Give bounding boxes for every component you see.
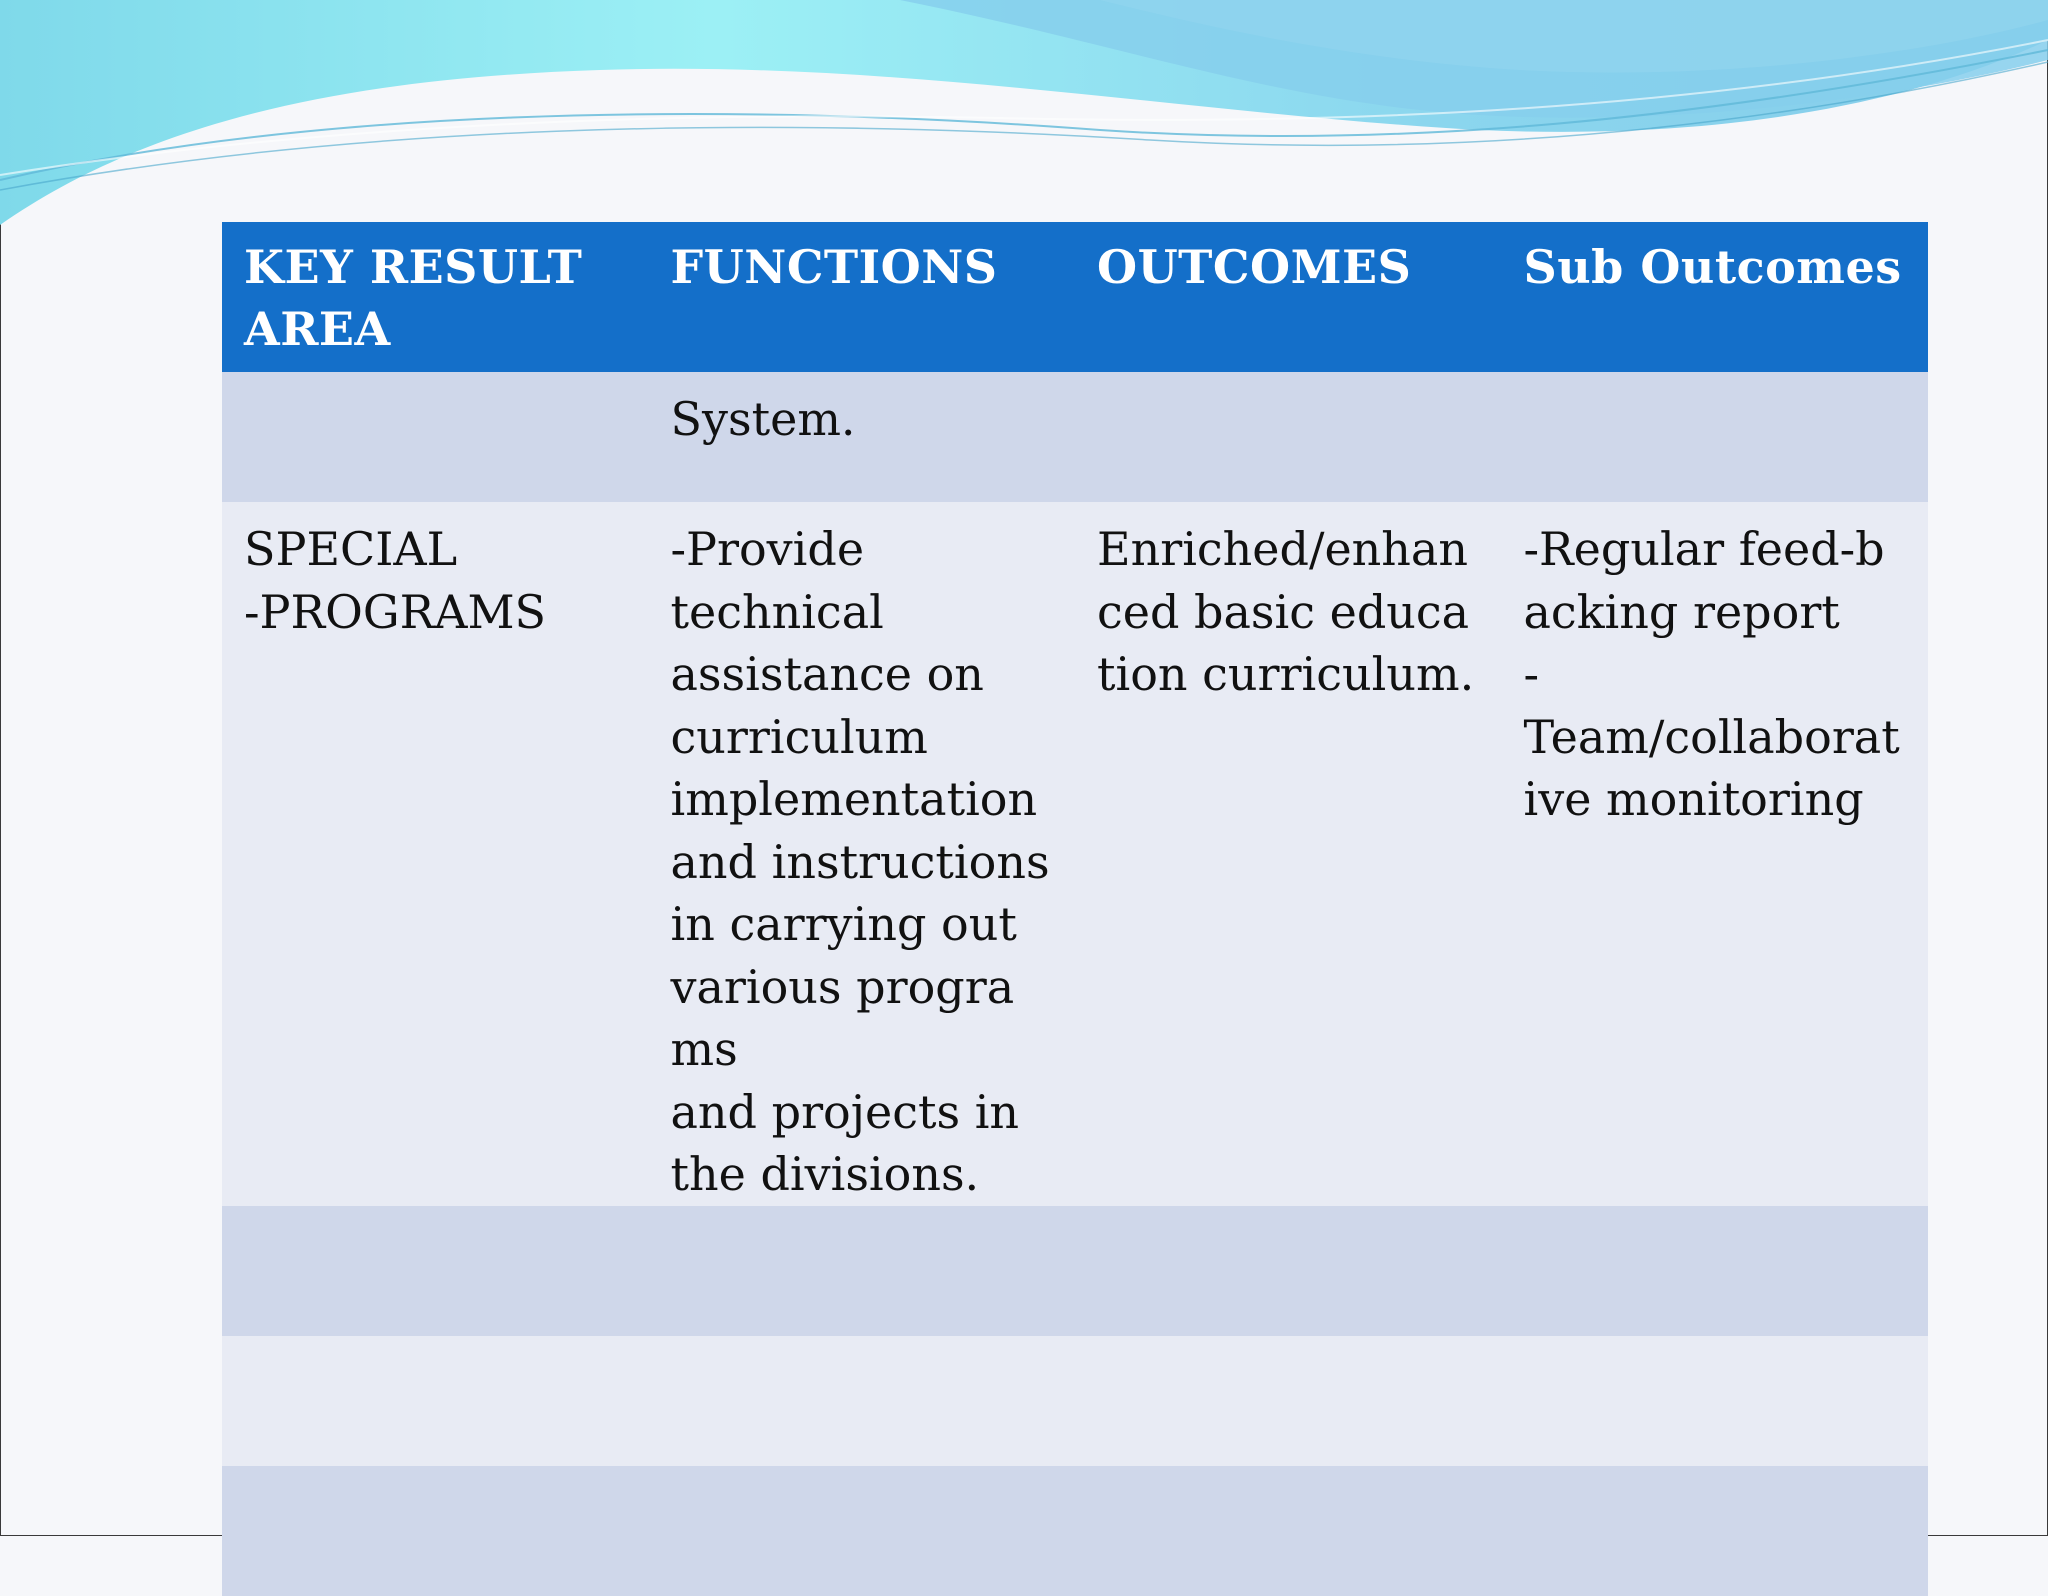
cell-sub-outcomes xyxy=(1502,1336,1929,1466)
cell-sub-outcomes xyxy=(1502,1466,1929,1596)
cell-outcomes: Enriched/enhanced basic education curriculum. xyxy=(1075,502,1502,1206)
cell-functions xyxy=(649,1336,1076,1466)
cell-functions: System. xyxy=(649,372,1076,502)
cell-functions: -Provide technical assistance on curriculum implementation and instructions in carrying out various programs and projects in the divisions. xyxy=(649,502,1076,1206)
cell-outcomes xyxy=(1075,372,1502,502)
table-row xyxy=(222,1206,1928,1336)
cell-outcomes xyxy=(1075,1466,1502,1596)
table-row xyxy=(222,372,1928,502)
cell-kra xyxy=(222,1336,649,1466)
cell-sub-outcomes xyxy=(1502,372,1929,502)
cell-sub-outcomes: -Regular feed-backing report - Team/collaborative monitoring xyxy=(1502,502,1929,1206)
cell-kra xyxy=(222,1466,649,1596)
header-outcomes: OUTCOMES xyxy=(1075,222,1502,372)
header-key-result-area: KEY RESULT AREA xyxy=(222,222,649,372)
table-header-row xyxy=(222,222,1928,372)
cell-kra xyxy=(222,372,649,502)
kra-table xyxy=(222,222,1928,1596)
header-sub-outcomes: Sub Outcomes xyxy=(1502,222,1929,372)
table-row xyxy=(222,502,1928,1206)
wave-header-decoration xyxy=(0,0,2048,240)
header-functions: FUNCTIONS xyxy=(649,222,1076,372)
kra-table-container xyxy=(222,222,1928,1596)
table-row xyxy=(222,1336,1928,1466)
cell-kra: SPECIAL -PROGRAMS xyxy=(222,502,649,1206)
cell-sub-outcomes xyxy=(1502,1206,1929,1336)
cell-outcomes xyxy=(1075,1206,1502,1336)
cell-kra xyxy=(222,1206,649,1336)
cell-functions xyxy=(649,1206,1076,1336)
cell-functions xyxy=(649,1466,1076,1596)
cell-outcomes xyxy=(1075,1336,1502,1466)
table-row xyxy=(222,1466,1928,1596)
